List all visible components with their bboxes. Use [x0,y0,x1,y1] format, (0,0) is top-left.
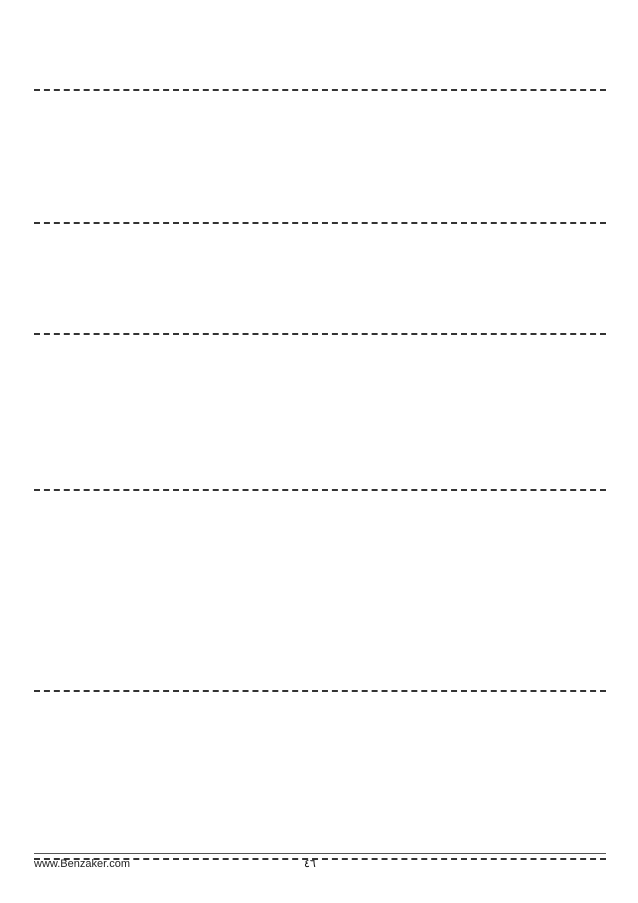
text-line [34,371,606,382]
text-line [34,550,606,561]
section-heading-line [34,226,606,237]
text-line [34,238,606,249]
text-line [34,573,606,584]
text-line [34,184,606,195]
text-block [34,89,606,220]
text-line [34,116,606,127]
text-block [34,333,606,487]
text-line [34,751,606,762]
text-line [34,820,606,831]
text-line [34,51,606,62]
text-line [34,272,606,283]
text-line [34,641,606,652]
text-line [34,516,606,527]
text-line [34,283,606,294]
text-line [34,348,606,359]
page-footer [34,853,606,872]
text-line [34,195,606,206]
text-block [34,489,606,689]
page-number: ٤٦ [304,857,316,870]
text-block [34,690,606,855]
text-line [34,394,606,405]
text-line [34,405,606,416]
text-line [34,706,606,717]
text-line [34,584,606,595]
text-line [34,873,606,884]
text-line [34,504,606,515]
footer-website-url: www.Benzaker.com [34,858,130,870]
text-line [34,729,606,740]
text-line [34,139,606,150]
text-line [34,417,606,428]
text-line [34,161,606,172]
text-line [34,295,606,306]
section-heading-line [34,694,606,705]
text-line [34,652,606,663]
text-line [34,740,606,751]
text-line [34,885,606,896]
text-line [34,786,606,797]
text-line [34,150,606,161]
section-heading-line [34,337,606,348]
text-line [34,382,606,393]
text-line [34,675,606,686]
text-line [34,717,606,728]
text-line [34,306,606,317]
text-line [34,451,606,462]
text-line [34,664,606,675]
text-line [34,797,606,808]
section-heading-line [34,93,606,104]
text-line [34,360,606,371]
text-line [34,39,606,50]
text-line [34,462,606,473]
text-line [34,595,606,606]
text-line [34,618,606,629]
text-line [34,317,606,328]
text-line [34,527,606,538]
page-content [34,26,606,898]
text-line [34,74,606,85]
text-line [34,249,606,260]
text-line [34,104,606,115]
text-line [34,428,606,439]
text-block [34,26,606,87]
text-line [34,260,606,271]
text-line [34,831,606,842]
text-line [34,561,606,572]
text-line [34,207,606,218]
text-line [34,774,606,785]
text-line [34,473,606,484]
text-line [34,439,606,450]
text-line [34,763,606,774]
section-heading-line [34,493,606,504]
text-block [34,222,606,331]
text-line [34,173,606,184]
text-line [34,607,606,618]
text-line [34,808,606,819]
text-line [34,630,606,641]
text-line [34,28,606,39]
text-line [34,538,606,549]
text-line [34,62,606,73]
text-line [34,127,606,138]
